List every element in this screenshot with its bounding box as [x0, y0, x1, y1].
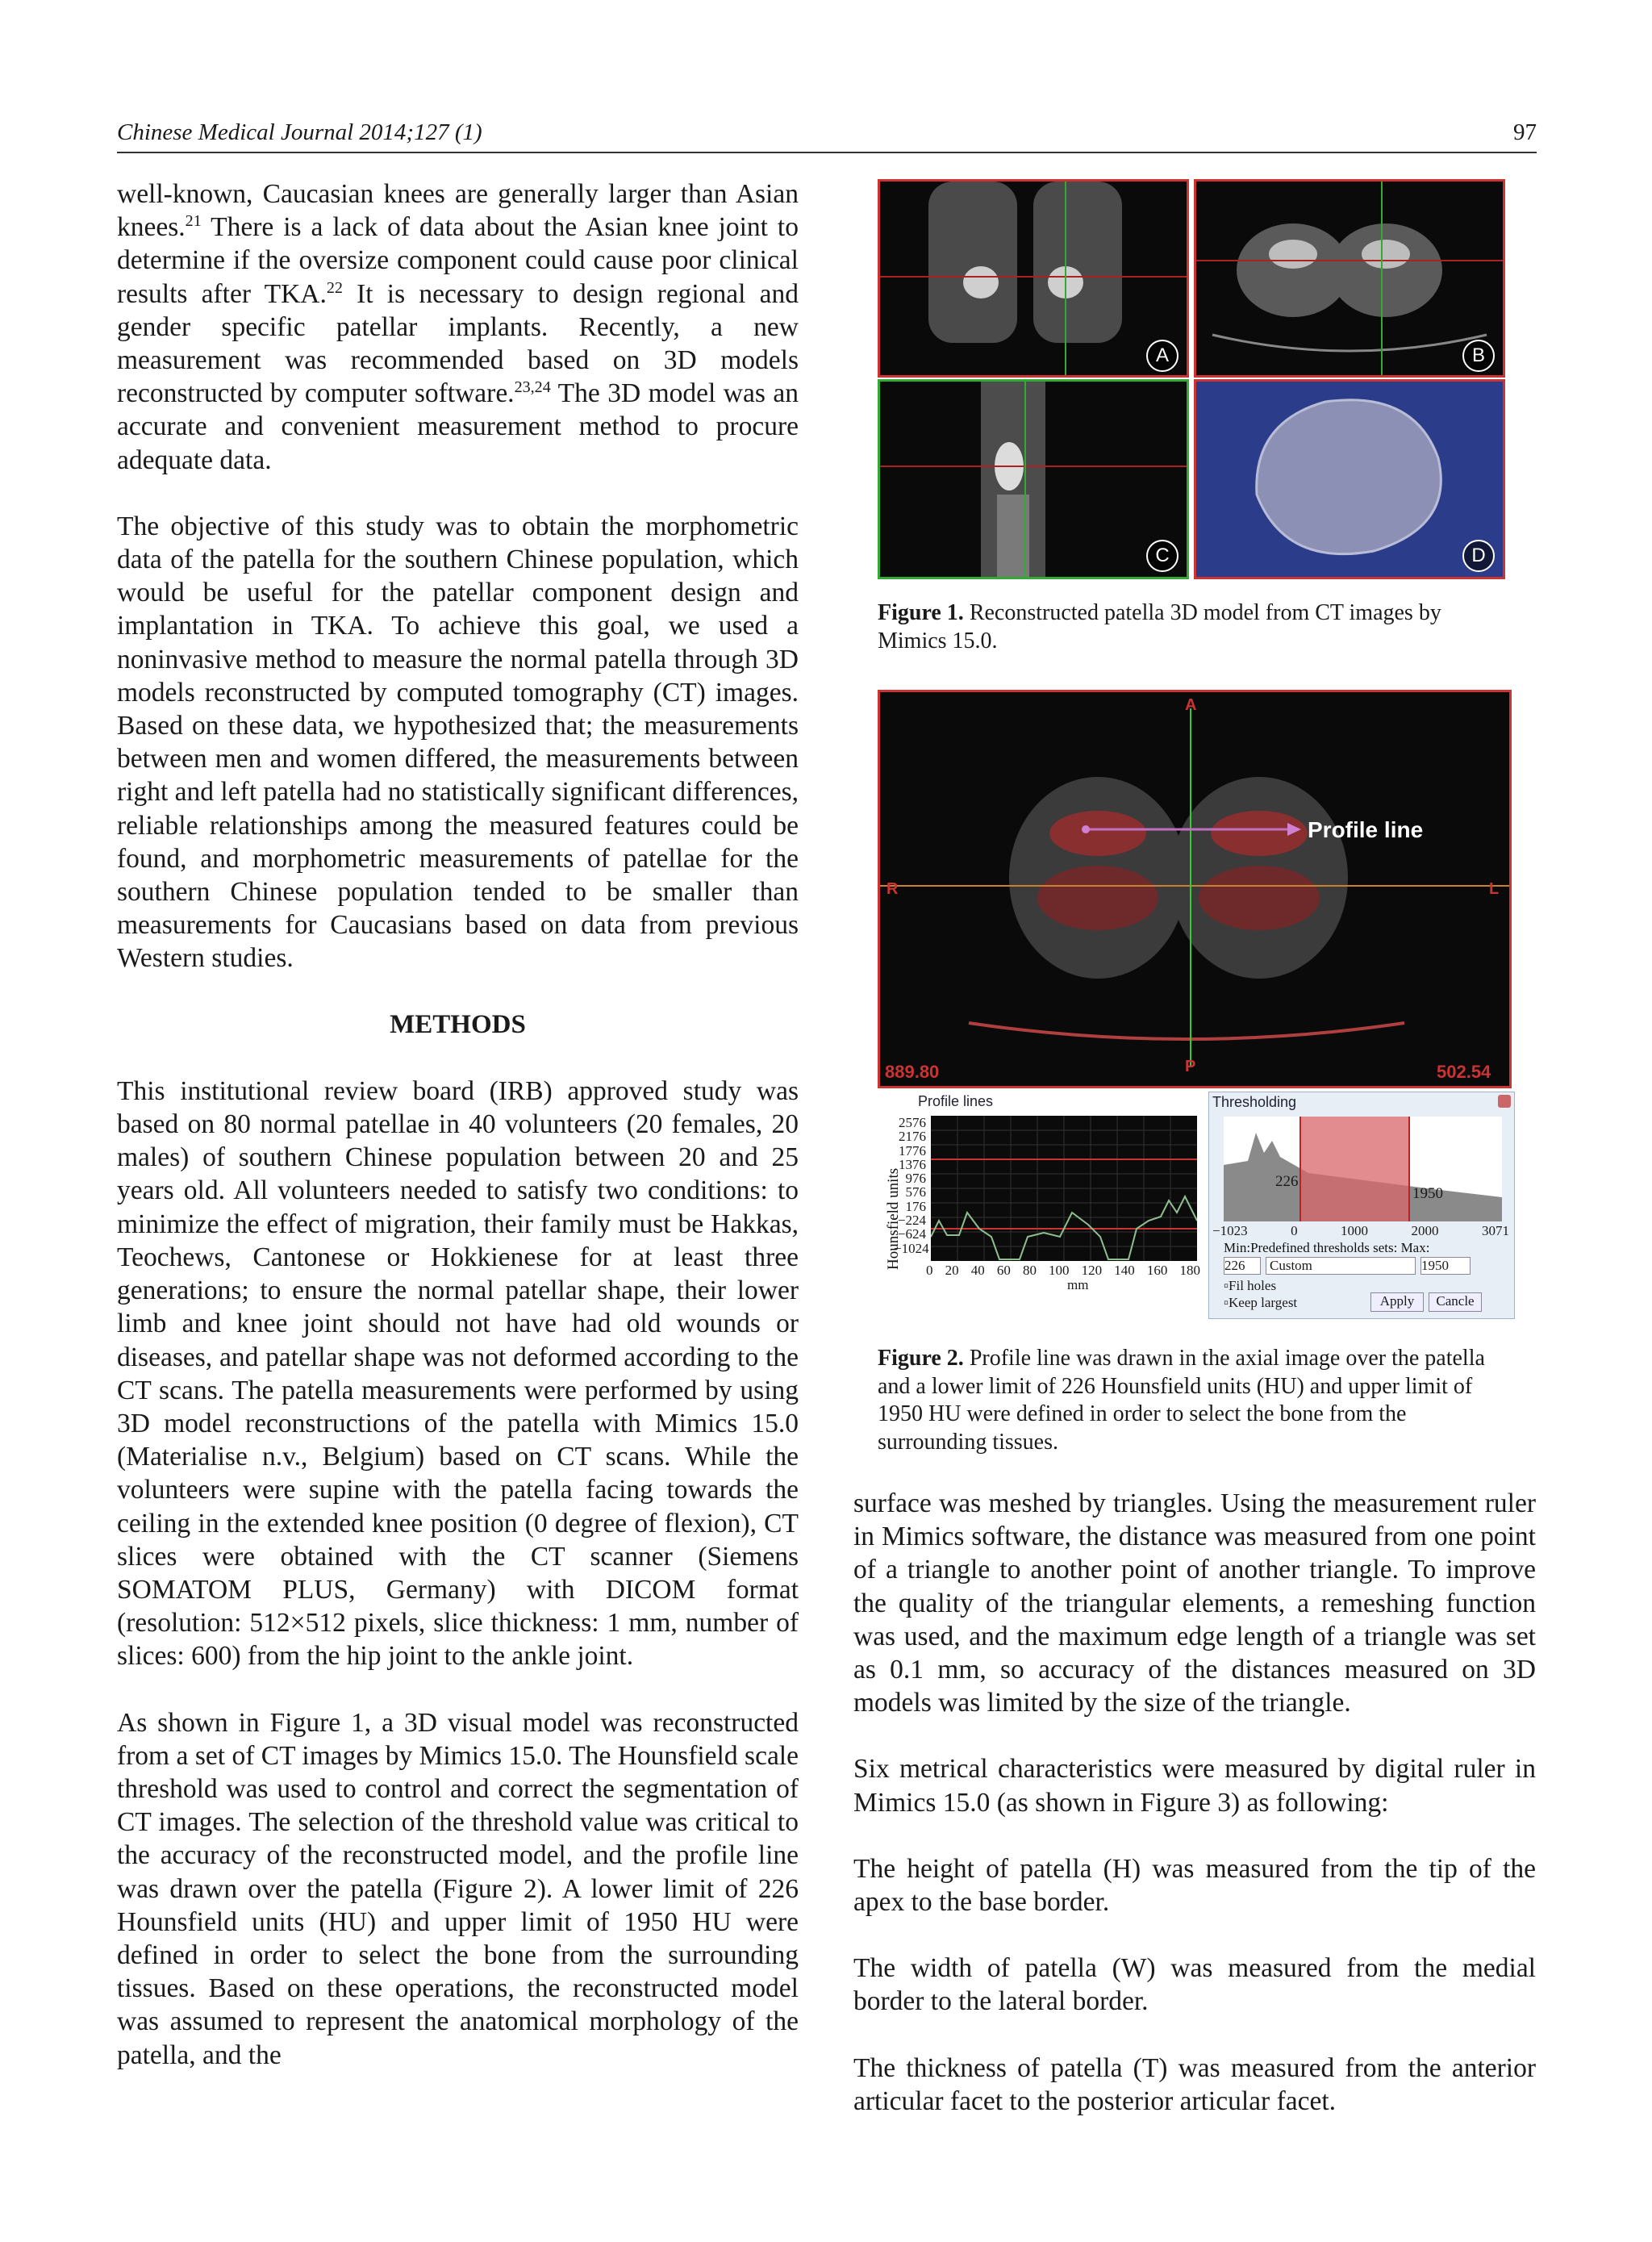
- citation-21: 21: [185, 212, 202, 231]
- y-axis-label: Hounsfield units: [885, 1167, 902, 1270]
- paragraph-characteristics: Six metrical characteristics were measured by digital ruler in Mimics 15.0 (as shown in Figure 3) as following:: [853, 1754, 1536, 1818]
- figure-1-caption: Figure 1. Reconstructed patella 3D model from CT images by Mimics 15.0.: [878, 600, 1441, 653]
- x-axis-label: mm: [1067, 1277, 1089, 1292]
- figure-1-panel-a: [878, 179, 1189, 378]
- histogram: [1224, 1117, 1502, 1221]
- axial-profile-image: [880, 692, 1509, 1086]
- marker-p: P: [1185, 1058, 1196, 1075]
- marker-a: A: [1185, 696, 1197, 714]
- journal-citation: Chinese Medical Journal 2014;127 (1): [117, 119, 482, 145]
- citation-22: 22: [326, 278, 343, 297]
- apply-button[interactable]: Apply: [1370, 1292, 1424, 1312]
- figure-2: [878, 690, 1515, 1319]
- y-tick-labels: 2576 2176 1776 1376 976 576 176 −224 −624 −1024: [894, 1115, 929, 1256]
- x-tick-labels: 0 20 40 60 80 100 120 140 160 180: [926, 1263, 1200, 1278]
- citation-23-24: 23,24: [514, 378, 551, 397]
- figure-1: [878, 179, 1507, 574]
- panel-label-a: A: [1146, 340, 1179, 372]
- profile-lines-title: Profile lines: [918, 1093, 994, 1109]
- left-readout: 889.80: [885, 1062, 940, 1082]
- hist-high-marker: 1950: [1412, 1185, 1443, 1202]
- fill-holes-checkbox[interactable]: ▫Fil holes: [1224, 1278, 1277, 1293]
- figure-1-panel-c: [878, 379, 1189, 579]
- thresholding-window: [1208, 1092, 1515, 1319]
- thresholding-title: Thresholding: [1212, 1094, 1297, 1110]
- figure-1-panel-b: [1194, 179, 1505, 378]
- page-number: 97: [1513, 119, 1537, 145]
- sagittal-ct-image: [880, 382, 1187, 577]
- left-column: [117, 177, 799, 2072]
- paragraph-width: The width of patella (W) was measured from the medial border to the lateral border.: [853, 1953, 1536, 2017]
- panel-label-c: C: [1146, 540, 1179, 572]
- right-readout: 502.54: [1437, 1062, 1491, 1082]
- profile-plot: [931, 1116, 1197, 1261]
- paragraph-thickness: The thickness of patella (T) was measured from the anterior articular facet to the posterior articular facet.: [853, 2052, 1536, 2116]
- figure-2-axial-panel: [878, 690, 1512, 1088]
- cancel-button[interactable]: Cancle: [1429, 1292, 1482, 1312]
- profile-line-label: Profile line: [1308, 817, 1424, 842]
- figure-1-panel-d: [1194, 379, 1505, 579]
- profile-lines-window: [878, 1092, 1200, 1317]
- threshold-labels: Min:Predefined thresholds sets: Max:: [1224, 1240, 1430, 1255]
- running-header: [117, 119, 1537, 153]
- marker-r: R: [886, 880, 899, 898]
- panel-label-b: B: [1462, 340, 1495, 372]
- paragraph-height: The height of patella (H) was measured from the tip of the apex to the base border.: [853, 1853, 1536, 1918]
- paragraph-methods-1: This institutional review board (IRB) approved study was based on 80 normal patellae in 40 volunteers (20 females, 20 males) of southern Chinese population between 20 and 25 years old. All volunteers needed to satisfy two conditions: to minimize the effect of migration, their family must be Hakkas, Teochews, Cantonese or Hokkienese for at least three generations; to ensure the normal patellar shape, their lower limb and knee joint should not have had old wounds or diseases, and patellar shape was not deformed according to the CT scans. The patella measurements were performed by using 3D model reconstructions of the patella with Mimics 15.0 (Materialise n.v., Belgium) based on CT scans. While the volunteers were supine with the patella facing towards the ceiling in the extended knee position (0 degree of flexion), CT slices were obtained with the CT scanner (Siemens SOMATOM PLUS, Germany) with DICOM format (resolution: 512×512 pixels, slice thickness: 1 mm, number of slices: 600) from the hip joint to the ankle joint.: [117, 1075, 799, 1672]
- section-heading-methods: METHODS: [390, 1009, 526, 1039]
- coronal-ct-image: [880, 182, 1187, 375]
- min-threshold-input[interactable]: 226: [1224, 1257, 1261, 1275]
- paragraph-meshing: surface was meshed by triangles. Using the measurement ruler in Mimics software, the distance was measured from one point of a triangle to another point of another triangle. To improve the quality of the triangular elements, a remeshing function was used, and the maximum edge length of a triangle was set as 0.1 mm, so accuracy of the distances measured on 3D models was limited by the size of the triangle.: [853, 1488, 1536, 1718]
- axial-ct-image: [1196, 182, 1503, 375]
- right-column: [853, 1487, 1536, 2118]
- patella-3d-model: [1196, 382, 1503, 577]
- paragraph-methods-2: As shown in Figure 1, a 3D visual model was reconstructed from a set of CT images by Mimics 15.0. The Hounsfield scale threshold was used to control and correct the segmentation of CT images. The selection of the threshold value was critical to the accuracy of the reconstructed model, and the profile line was drawn over the patella (Figure 2). A lower limit of 226 Hounsfield units (HU) and upper limit of 1950 HU were defined in order to select the bone from the surrounding tissues. Based on these operations, the reconstructed model was assumed to represent the anatomical morphology of the patella, and the: [117, 1707, 799, 2070]
- hist-tick-labels: −1023 0 1000 2000 3071: [1212, 1223, 1509, 1238]
- preset-select[interactable]: Custom: [1266, 1257, 1416, 1275]
- panel-label-d: D: [1462, 540, 1495, 572]
- figure-2-caption: Figure 2. Profile line was drawn in the axial image over the patella and a lower limit of 226 Hounsfield units (HU) and upper limit of 1950 HU were defined in order to select the bone from the surrounding tissues.: [878, 1346, 1485, 1455]
- hist-low-marker: 226: [1275, 1173, 1299, 1190]
- close-icon[interactable]: [1498, 1095, 1511, 1108]
- paragraph-objective: The objective of this study was to obtain the morphometric data of the patella for the southern Chinese population, which would be useful for the patellar component design and implantation in TKA. To achieve this goal, we used a noninvasive method to measure the normal patella through 3D models reconstructed by computed tomography (CT) images. Based on these data, we hypothesized that; the measurements between men and women differed, the measurements between right and left patella had no statistically significant differences, reliable relationships among the measured features could be found, and morphometric measurements of patellae for the southern Chinese population tended to be smaller than measurements for Caucasians based on data from previous Western studies.: [117, 511, 799, 974]
- max-threshold-input[interactable]: 1950: [1420, 1257, 1471, 1275]
- paragraph-intro-continued: well-known, Caucasian knees are generally larger than Asian knees.$^{21}$ There is a lack of data about the Asian knee joint to determine if the oversize component could cause poor clinical results after TKA.$^{22}$ It is necessary to design regional and gender specific patellar implants. Recently, a new measurement was recommended based on 3D models reconstructed by computer software.$^{23,24}$ The 3D model was an accurate and convenient measurement method to procure adequate data.: [117, 179, 799, 475]
- keep-largest-checkbox[interactable]: ▫Keep largest: [1224, 1295, 1298, 1310]
- marker-l: L: [1489, 880, 1500, 898]
